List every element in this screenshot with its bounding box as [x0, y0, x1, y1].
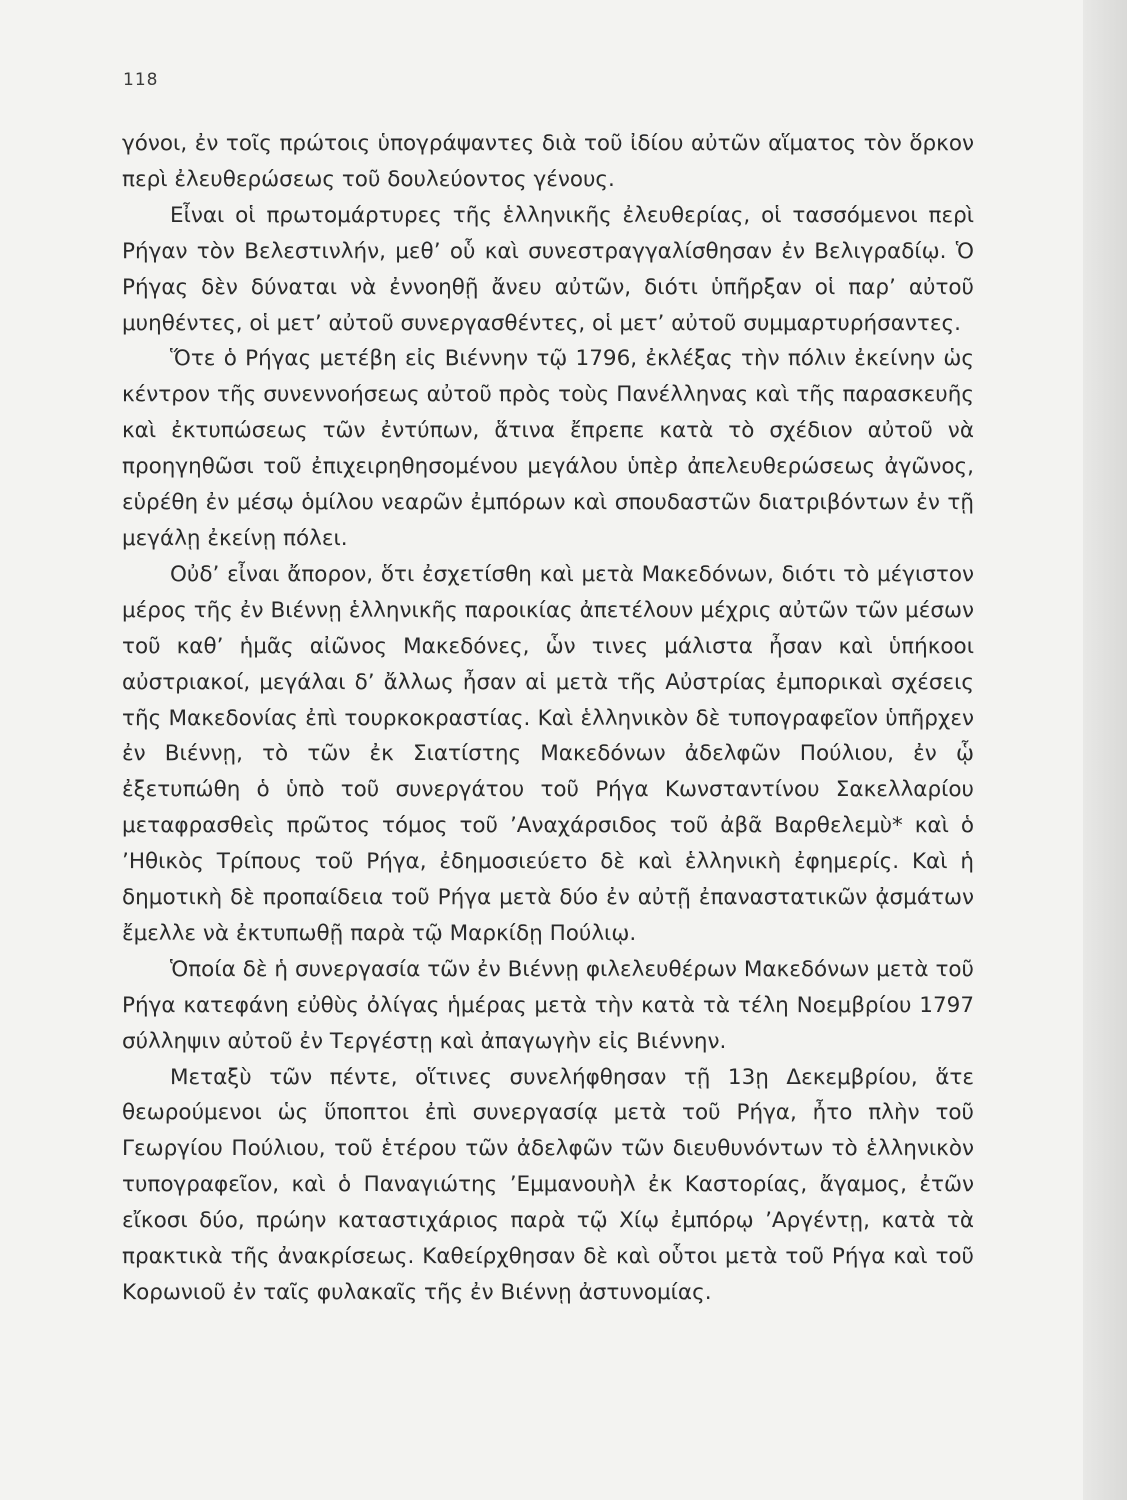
paragraph-5: Ὁποία δὲ ἡ συνεργασία τῶν ἐν Βιέννῃ φιλελευθέρων Μακεδόνων μετὰ τοῦ Ρήγα κατεφάνη εὐθὺς ὀλίγας ἡμέρας μετὰ τὴν κατὰ τὰ τέλη Νοεμβρίου 1797 σύλληψιν αὐτοῦ ἐν Τεργέστῃ καὶ ἀπαγωγὴν εἰς Βιέννην. [122, 956, 974, 1054]
body-text [122, 126, 974, 1311]
paragraph-1: γόνοι, ἐν τοῖς πρώτοις ὑπογράψαντες διὰ τοῦ ἰδίου αὐτῶν αἵματος τὸν ὅρκον περὶ ἐλευθερώσεως τοῦ δουλεύοντος γένους. [122, 131, 974, 192]
paragraph-2: Εἶναι οἱ πρωτομάρτυρες τῆς ἑλληνικῆς ἐλευθερίας, οἱ τασσόμενοι περὶ Ρήγαν τὸν Βελεστινλήν, μεθ’ οὗ καὶ συνεστραγγαλίσθησαν ἐν Βελιγραδίῳ. Ὁ Ρήγας δὲν δύναται νὰ ἐννοηθῇ ἄνευ αὐτῶν, διότι ὑπῆρξαν οἱ παρ’ αὐτοῦ μυηθέντες, οἱ μετ’ αὐτοῦ συνεργασθέντες, οἱ μετ’ αὐτοῦ συμμαρτυρήσαντες. [122, 202, 974, 336]
paragraph-4: Οὐδ’ εἶναι ἄπορον, ὅτι ἐσχετίσθη καὶ μετὰ Μακεδόνων, διότι τὸ μέγιστον μέρος τῆς ἐν Βιέννῃ ἑλληνικῆς παροικίας ἀπετέλουν μέχρις αὐτῶν τῶν μέσων τοῦ καθ’ ἡμᾶς αἰῶνος Μακεδόνες, ὧν τινες μάλιστα ἦσαν καὶ ὑπήκοοι αὐστριακοί, μεγάλαι δ’ ἄλλως ἦσαν αἱ μετὰ τῆς Αὐστρίας ἐμπορικαὶ σχέσεις τῆς Μακεδονίας ἐπὶ τουρκοκραστίας. Καὶ ἑλληνικὸν δὲ τυπογραφεῖον ὑπῆρχεν ἐν Βιέννῃ, τὸ τῶν ἐκ Σιατίστης Μακεδόνων ἀδελφῶν Πούλιου, ἐν ᾧ ἐξετυπώθη ὁ ὑπὸ τοῦ συνεργάτου τοῦ Ρήγα Κωνσταντίνου Σακελλαρίου μεταφρασθεὶς πρῶτος τόμος τοῦ ’Αναχάρσιδος τοῦ ἀβᾶ Βαρθελεμὺ* καὶ ὁ ’Ηθικὸς Τρίπους τοῦ Ρήγα, ἐδημοσιεύετο δὲ καὶ ἑλληνικὴ ἐφημερίς. Καὶ ἡ δημοτικὴ δὲ προπαίδεια τοῦ Ρήγα μετὰ δύο ἐν αὐτῇ ἐπαναστατικῶν ᾀσμάτων ἔμελλε νὰ ἐκτυπωθῇ παρὰ τῷ Μαρκίδῃ Πούλιῳ. [122, 561, 974, 946]
paragraph-6: Μεταξὺ τῶν πέντε, οἵτινες συνελήφθησαν τῇ 13ῃ Δεκεμβρίου, ἅτε θεωρούμενοι ὡς ὕποπτοι ἐπὶ συνεργασίᾳ μετὰ τοῦ Ρήγα, ἦτο πλὴν τοῦ Γεωργίου Πούλιου, τοῦ ἑτέρου τῶν ἀδελφῶν τῶν διευθυνόντων τὸ ἑλληνικὸν τυπογραφεῖον, καὶ ὁ Παναγιώτης ’Εμμανουὴλ ἐκ Καστορίας, ἄγαμος, ἐτῶν εἴκοσι δύο, πρώην καταστιχάριος παρὰ τῷ Χίῳ ἐμπόρῳ ’Αργέντῃ, κατὰ τὰ πρακτικὰ τῆς ἀνακρίσεως. Καθείρχθησαν δὲ καὶ οὗτοι μετὰ τοῦ Ρήγα καὶ τοῦ Κορωνιοῦ ἐν ταῖς φυλακαῖς τῆς ἐν Βιέννῃ ἀστυνομίας. [122, 1064, 974, 1305]
page-edge [1083, 0, 1127, 1500]
paragraph-3: Ὅτε ὁ Ρήγας μετέβη εἰς Βιέννην τῷ 1796, ἐκλέξας τὴν πόλιν ἐκείνην ὡς κέντρον τῆς συνεννοήσεως αὐτοῦ πρὸς τοὺς Πανέλληνας καὶ τῆς παρασκευῆς καὶ ἐκτυπώσεως τῶν ἐντύπων, ἅτινα ἔπρεπε κατὰ τὸ σχέδιον αὐτοῦ νὰ προηγηθῶσι τοῦ ἐπιχειρηθησομένου μεγάλου ὑπὲρ ἀπελευθερώσεως ἀγῶνος, εὑρέθη ἐν μέσῳ ὁμίλου νεαρῶν ἐμπόρων καὶ σπουδαστῶν διατριβόντων ἐν τῇ μεγάλῃ ἐκείνῃ πόλει. [122, 346, 974, 551]
page-number: 118 [123, 70, 159, 90]
